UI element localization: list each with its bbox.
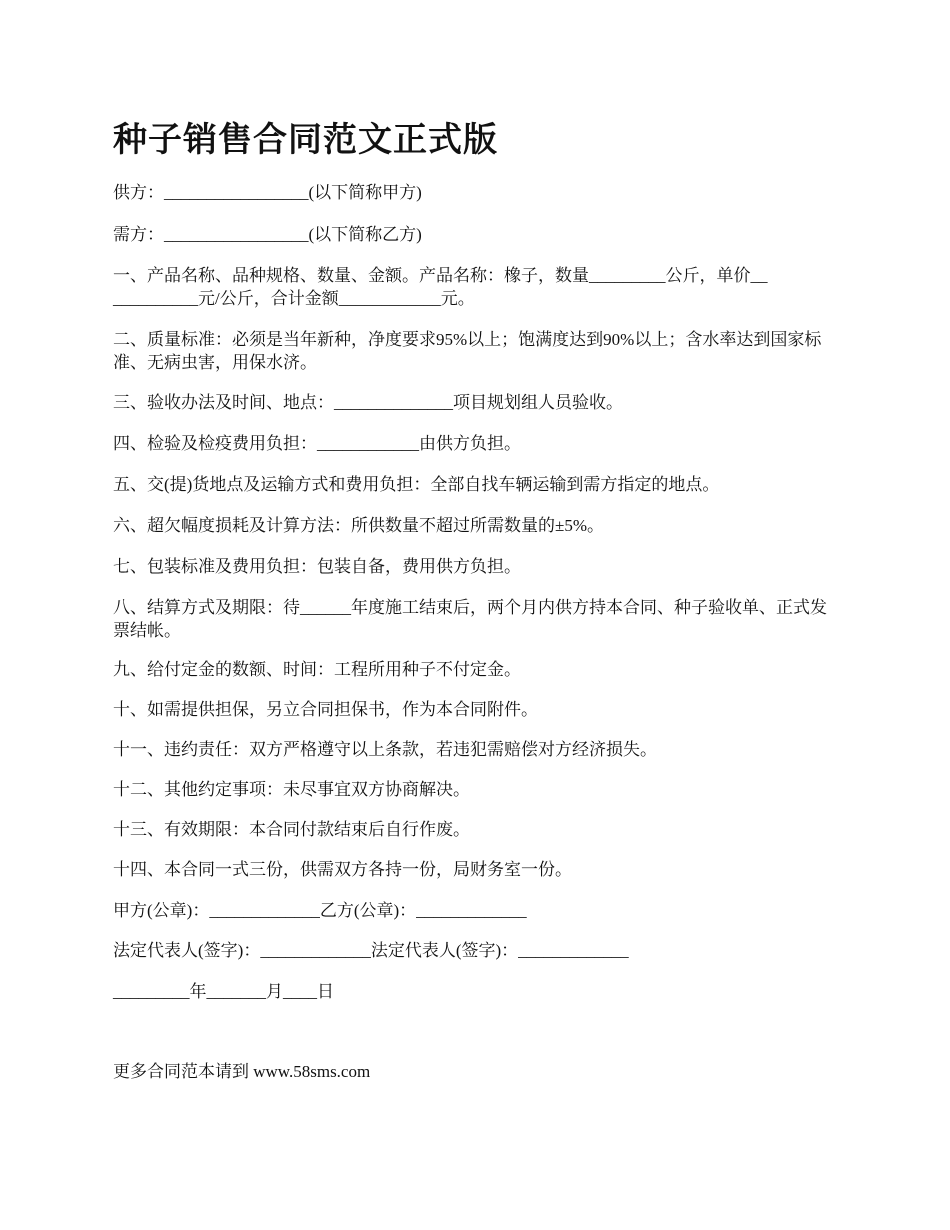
clause-13: 十三、有效期限：本合同付款结束后自行作废。 (113, 820, 470, 839)
supplier-line: 供方：_________________(以下简称甲方) (113, 183, 422, 202)
clause-14: 十四、本合同一式三份，供需双方各持一份，局财务室一份。 (113, 860, 572, 879)
clause-9: 九、给付定金的数额、时间：工程所用种子不付定金。 (113, 660, 521, 679)
clause-3: 三、验收办法及时间、地点：______________项目规划组人员验收。 (113, 393, 623, 412)
date-line: _________年_______月____日 (113, 982, 334, 1001)
clause-4: 四、检验及检疫费用负担：____________由供方负担。 (113, 434, 521, 453)
clause-8: 八、结算方式及期限：待______年度施工结束后，两个月内供方持本合同、种子验收单、正式发票结帐。 (113, 598, 827, 640)
buyer-line: 需方：_________________(以下简称乙方) (113, 225, 422, 244)
representative-line: 法定代表人(签字)：_____________法定代表人(签字)：_____________ (113, 941, 629, 960)
clause-12: 十二、其他约定事项：未尽事宜双方协商解决。 (113, 780, 470, 799)
clause-2: 二、质量标准：必须是当年新种，净度要求95%以上；饱满度达到90%以上；含水率达到国家标准、无病虫害，用保水济。 (113, 330, 822, 372)
document-page (113, 0, 843, 1230)
clause-5: 五、交(提)货地点及运输方式和费用负担：全部自找车辆运输到需方指定的地点。 (113, 475, 720, 494)
clause-1: 一、产品名称、品种规格、数量、金额。产品名称：橡子，数量_________公斤，单价__ __________元/公斤，合计金额____________元。 (113, 266, 768, 308)
clause-10: 十、如需提供担保，另立合同担保书，作为本合同附件。 (113, 700, 538, 719)
page-title: 种子销售合同范文正式版 (113, 122, 498, 159)
clause-11: 十一、违约责任：双方严格遵守以上条款，若违犯需赔偿对方经济损失。 (113, 740, 657, 759)
clause-7: 七、包装标准及费用负担：包装自备，费用供方负担。 (113, 557, 521, 576)
seal-line: 甲方(公章)：_____________乙方(公章)：_____________ (113, 901, 527, 920)
clause-6: 六、超欠幅度损耗及计算方法：所供数量不超过所需数量的±5%。 (113, 516, 604, 535)
footer-link[interactable]: 更多合同范本请到 www.58sms.com (113, 1062, 371, 1081)
